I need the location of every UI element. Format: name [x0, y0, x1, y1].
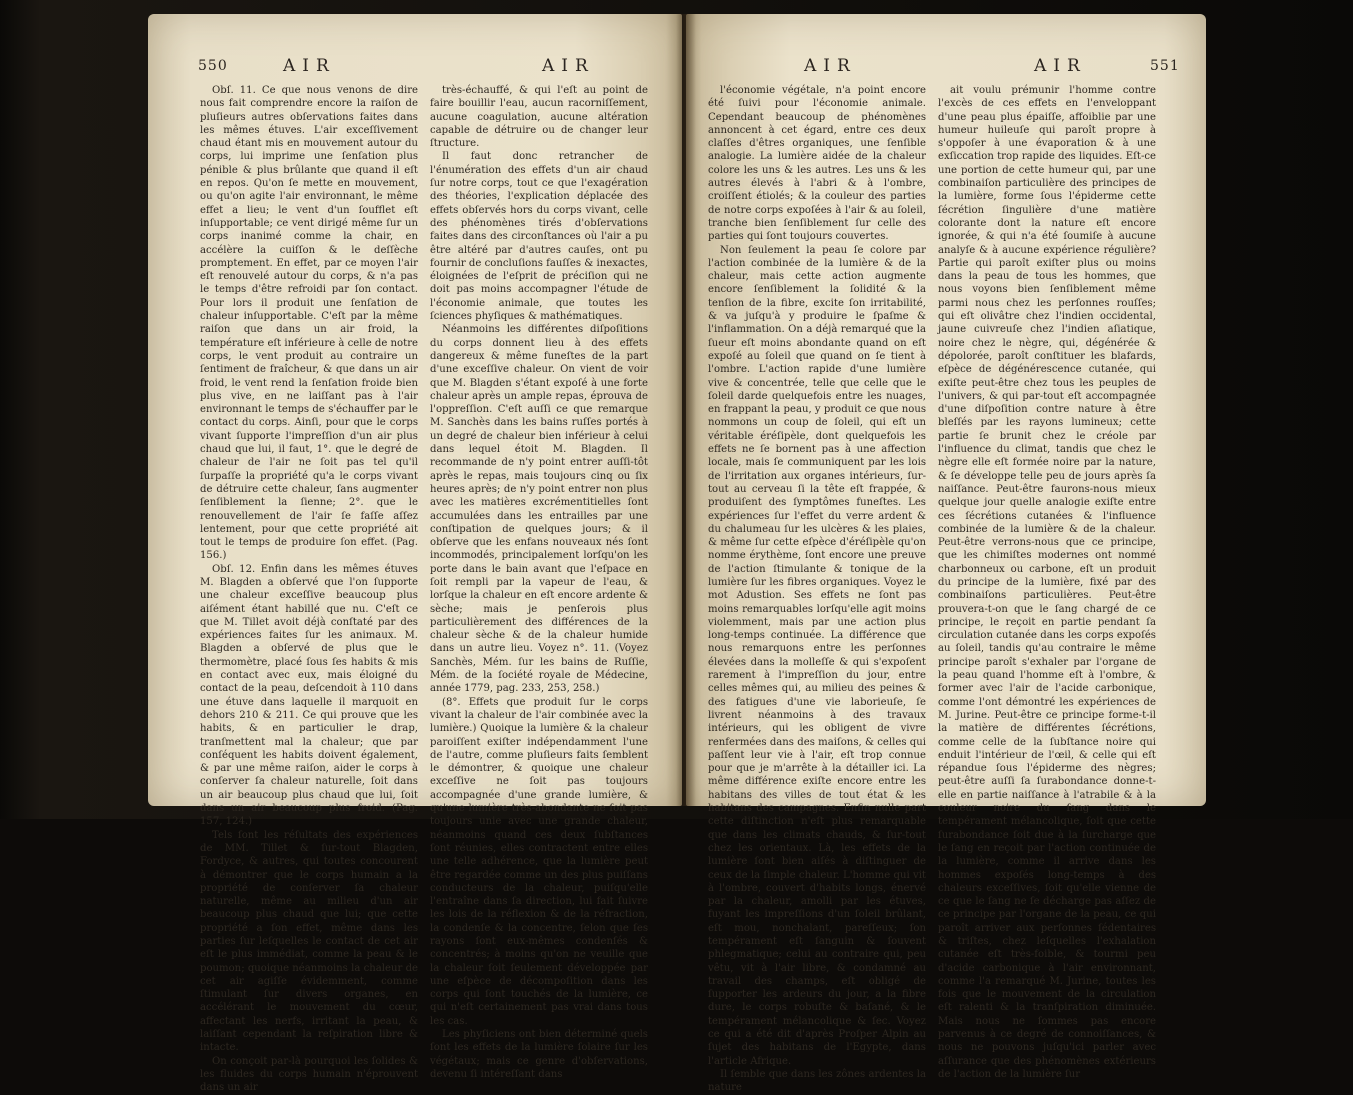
right-running-head	[686, 58, 1206, 80]
left-column-1	[200, 84, 418, 1094]
left-running-head	[148, 58, 682, 80]
paragraph: Obſ. 12. Enfin dans les mêmes étuves M. Blagden a obſervé que l'on ſupporte une chaleur exceſſive beaucoup plus aiſément étant habillé que nu. C'eſt ce que M. Tillet avoit déjà conſtaté par des expériences faites ſur les animaux. M. Blagden a obſervé de plus que le thermomètre, placé ſous ſes habits & mis en contact avec eux, mais éloigné du contact de la peau, deſcendoit à 110 dans une étuve dans laquelle il marquoit en dehors 210 & 211. Ce qui prouve que les habits, & en particulier le drap, tranſmettent mal la chaleur; que par conſéquent les habits doivent également, & par une même raiſon, aider le corps à conſerver ſa chaleur naturelle, ſoit dans un air beaucoup plus chaud que lui, ſoit dans un air beaucoup plus froid. (Pag. 157, 124.)	[200, 563, 418, 828]
left-page-number: 550	[198, 58, 228, 74]
right-head-word-1: AIR	[804, 56, 857, 76]
right-page-number: 551	[1150, 58, 1180, 74]
paragraph: Il ſemble que dans les zônes ardentes la nature	[708, 1068, 926, 1094]
paragraph: l'économie végétale, n'a point encore été ſuivi pour l'économie animale. Cependant beaucoup de phénomènes annoncent à cet égard, entre ces deux claſſes d'êtres organiques, une ſenſible analogie. La lumière aidée de la chaleur colore les uns & les autres. Les uns & les autres élevés à l'abri & à l'ombre, croiſſent étiolés; & la couleur des parties de notre corps expoſées à l'air & au ſoleil, tranche bien ſenſiblement ſur celle des parties qui ſont toujours couvertes.	[708, 85, 926, 243]
left-head-word-1: AIR	[283, 56, 336, 76]
paragraph: On conçoit par-là pourquoi les ſolides & les fluides du corps humain n'éprouvent dans un air	[200, 1055, 418, 1094]
paragraph: Non ſeulement la peau ſe colore par l'action combinée de la lumière & de la chaleur, mais cette action augmente encore ſenſiblement la ſolidité & la tenſion de la fibre, excite ſon irritabilité, & va juſqu'à y produire le ſpaſme & l'inflammation. On a déjà remarqué que la ſueur eſt moins abondante quand on eſt expoſé au ſoleil que quand on ſe tient à l'ombre. L'action rapide d'une lumière vive & concentrée, telle que celle que le ſoleil darde quelquefois entre les nuages, en frappant la peau, y produit ce que nous nommons un coup de ſoleil, qui eſt un véritable éréſipèle, dont quelquefois les effets ne ſe bornent pas à une affection locale, mais ſe communiquent par les lois de l'irritation aux organes intérieurs, ſur-tout au cerveau ſi la tête eſt frappée, & produiſent des ſymptômes funeſtes. Les expériences ſur l'effet du verre ardent & du chalumeau ſur les ulcères & les plaies, & même ſur cette eſpèce d'éréſipèle qu'on nomme érythème, ſont encore une preuve de l'action ſtimulante & tonique de la lumière ſur les fibres organiques. Voyez le mot Adustion. Ses effets ne ſont pas moins remarquables lorſqu'elle agit moins violemment, mais par une action plus long-temps continuée. La différence que nous remarquons entre les perſonnes élevées dans la molleſſe & qui s'expoſent rarement à l'impreſſion du jour, entre celles mêmes qui, au milieu des peines & des fatigues d'une vie laborieuſe, ſe livrent néanmoins à des travaux intérieurs, qui les obligent de vivre renfermées dans des maiſons, & celles qui paſſent leur vie à l'air, eſt trop connue pour que je m'arrête à la détailler ici. La même différence exiſte encore entre les habitans des villes de tout état & les habitans des campagnes. Enfin nulle part cette diſtinction n'eſt plus remarquable que dans les climats chauds, & ſur-tout chez les orientaux. Là, les effets de la lumière ſont bien aiſés à diſtinguer de ceux de la ſimple chaleur. L'homme qui vit à l'ombre, couvert d'habits longs, énervé par la chaleur, amolli par les étuves, fuyant les impreſſions d'un ſoleil brûlant, eſt mou, nonchalant, pareſſeux; ſon tempérament eſt ſanguin & ſouvent phlegmatique; celui au contraire qui, peu vêtu, vit à l'air libre, & condamné au travail des champs, eſt obligé de ſupporter les ardeurs du jour, a la fibre dure, le corps robuſte & baſané, & le tempérament mélancolique & ſec. Voyez ce qui a été dit d'après Proſper Alpin au ſujet des habitans de l'Egypte, dans l'article Afrique.	[708, 244, 926, 1067]
right-column-1	[708, 84, 926, 1094]
right-column-2	[938, 84, 1156, 1080]
left-head-word-2: AIR	[542, 56, 595, 76]
left-column-2	[430, 84, 648, 1080]
left-page	[148, 14, 682, 1094]
right-head-word-2: AIR	[1034, 56, 1087, 76]
paragraph: très-échauffé, & qui l'eſt au point de faire bouillir l'eau, aucun racorniſſement, aucune coagulation, aucune altération capable de détruire ou de changer leur ſtructure.	[430, 85, 648, 150]
right-page	[686, 14, 1206, 1094]
paragraph: Il faut donc retrancher de l'énumération des effets d'un air chaud ſur notre corps, tout ce que l'exagération des théories, l'explication déplacée des effets obſervés hors du corps vivant, celle des phénomènes tirés d'obſervations faites dans des circonſtances où l'air a pu être altéré par d'autres cauſes, ont pu fournir de concluſions fauſſes & inexactes, éloignées de l'eſprit de préciſion qui ne doit pas moins accompagner l'étude de l'économie animale, que toutes les ſciences phyſiques & mathématiques.	[430, 151, 648, 323]
paragraph: (8°. Effets que produit ſur le corps vivant la chaleur de l'air combinée avec la lumière.) Quoique la lumière & la chaleur paroiſſent exiſter indépendamment l'une de l'autre, comme pluſieurs faits ſemblent le démontrer, & quoique une chaleur exceſſive ne ſoit pas toujours accompagnée d'une grande lumière, & qu'une lumière très-abondante ne ſoit pas toujours unie avec une grande chaleur, néanmoins quand ces deux ſubſtances ſont réunies, elles contractent entre elles une telle adhérence, que la lumière peut être regardée comme un des plus puiſſans conducteurs de la chaleur, puiſqu'elle l'entraîne dans ſa direction, lui fait ſuivre les lois de la réflexion & de la réfraction, la condenſe & la concentre, ſelon que ſes rayons ſont eux-mêmes condenſés & concentrés; à moins qu'on ne veuille que la chaleur ſoit ſeulement développée par une eſpèce de décompoſition dans les corps qui ſont touchés de la lumière, ce qui n'eſt certainement pas vrai dans tous les cas.	[430, 696, 648, 1027]
paragraph: Tels ſont les réſultats des expériences de MM. Tillet & ſur-tout Blagden, Fordyce, & autres, qui toutes concourent à démontrer que le corps humain a la propriété de conſerver ſa chaleur naturelle, même au milieu d'un air beaucoup plus chaud que lui; que cette propriété a ſon effet, même dans les parties ſur leſquelles le contact de cet air eſt le plus immédiat, comme la peau & le poumon; quoique néanmoins la chaleur de cet air agiſſe évidemment, comme ſtimulant ſur divers organes, en accélérant le mouvement du cœur, affectant les nerfs, irritant la peau, & laiſſant cependant la reſpiration libre & intacte.	[200, 829, 418, 1054]
paragraph: ait voulu prémunir l'homme contre l'excès de ces effets en l'enveloppant d'une peau plus épaiſſe, affoiblie par une humeur huileuſe qui paroît propre à s'oppoſer à une évaporation & à une exſiccation trop rapide des liquides. Eſt-ce une portion de cette humeur qui, par une combinaiſon particulière des principes de la lumière, forme ſous l'épiderme cette ſécrétion ſingulière d'une matière colorante dont la nature eſt encore ignorée, & qui n'a été ſoumiſe à aucune analyſe & à aucune expérience régulière? Partie qui paroît exiſter plus ou moins dans la peau de tous les hommes, que nous voyons bien ſenſiblement même parmi nous chez les perſonnes rouſſes; qui eſt olivâtre chez l'indien occidental, jaune cuivreuſe chez l'indien aſiatique, noire chez le nègre, qui, dégénérée & dépolorée, paroît conſtituer les blafards, eſpèce de dégénérescence cutanée, qui exiſte peut-être chez tous les peuples de l'univers, & qui par-tout eſt accompagnée d'une diſpoſition contre nature à être bleſſés par les rayons lumineux; cette partie ſe brunit chez le créole par l'influence du climat, tandis que chez le nègre elle eſt formée noire par la nature, & ſe développe telle peu de jours après ſa naiſſance. Peut-être faurons-nous mieux quelque jour quelle analogie exiſte entre ces ſécrétions cutanées & l'influence combinée de la lumière & de la chaleur. Peut-être verrons-nous que ce principe, que les chimiſtes modernes ont nommé charbonneux ou carbone, eſt un produit du principe de la lumière, fixé par des combinaiſons particulières. Peut-être prouvera-t-on que le ſang chargé de ce principe, le reçoit en partie pendant ſa circulation cutanée dans les corps expoſés au ſoleil, tandis qu'au contraire le même principe paroît s'exhaler par l'organe de la peau quand l'homme eſt à l'ombre, & former avec l'air de l'acide carbonique, comme l'ont démontré les expériences de M. Jurine. Peut-être ce principe forme-t-il la matière de différentes ſécrétions, comme celle de la ſubſtance noire qui enduit l'intérieur de l'œil, & celle qui eſt répandue ſous l'épiderme des nègres; peut-être auſſi ſa ſurabondance donne-t-elle en partie naiſſance à l'atrabile & à la couleur noire du ſang dans le tempérament mélancolique, ſoit que cette ſurabondance ſoit due à la ſurcharge que le ſang en reçoit par l'action continuée de la lumière, comme il arrive dans les hommes expoſés long-temps à des chaleurs exceſſives, ſoit qu'elle vienne de ce que le ſang ne ſe décharge pas aſſez de ce principe par l'organe de la peau, ce qui paroît arriver aux perſonnes ſédentaires & triſtes, chez leſquelles l'exhalation cutanée eſt très-foible, & tourmi peu d'acide carbonique à l'air environnant, comme l'a remarqué M. Jurine, toutes les fois que le mouvement de la circulation eſt ralenti & la tranſpiration diminuée. Mais nous ne ſommes pas encore parvenus à ce degré de connoiſſances, & nous ne pouvons juſqu'ici parler avec aſſurance que des phénomènes extérieurs de l'action de la lumière ſur	[938, 85, 1156, 1080]
paragraph: Obſ. 11. Ce que nous venons de dire nous fait comprendre encore la raiſon de pluſieurs autres obſervations faites dans les mêmes étuves. L'air exceſſivement chaud étant mis en mouvement autour du corps, lui imprime une ſenſation plus pénible & plus brûlante que quand il eſt en repos. Qu'on ſe mette en mouvement, ou qu'on agite l'air environnant, le même effet a lieu; le vent d'un ſoufflet eſt inſupportable; ce vent dirigé même ſur un corps inanimé comme la chair, en accélère la cuiſſon & le deſſèche promptement. En effet, par ce moyen l'air eſt renouvelé autour du corps, & n'a pas le temps d'être refroidi par ſon contact. Pour lors il produit une ſenſation de chaleur inſupportable. C'eſt par la même raiſon que dans un air froid, la température eſt inférieure à celle de notre corps, le vent produit au contraire un ſentiment de fraîcheur, & que dans un air froid, le vent rend la ſenſation froide bien plus vive, en ne laiſſant pas à l'air environnant le temps de s'échauffer par le contact du corps. Ainſi, pour que le corps vivant ſupporte l'impreſſion d'un air plus chaud que lui, il faut, 1°. que le degré de chaleur de l'air ne ſoit pas tel qu'il ſurpaſſe la propriété qu'a le corps vivant de détruire cette chaleur, ſans augmenter ſenſiblement la ſienne; 2°. que le renouvellement de l'air ſe faſſe aſſez lentement, pour que cette propriété ait tout le temps de produire ſon effet. (Pag. 156.)	[200, 85, 418, 562]
paragraph: Les phyſiciens ont bien déterminé quels ſont les effets de la lumière ſolaire ſur les végétaux; mais ce genre d'obſervations, devenu ſi intéreſſant dans	[430, 1029, 648, 1080]
paragraph: Néanmoins les différentes diſpoſitions du corps donnent lieu à des effets dangereux & même funeſtes de la part d'une exceſſive chaleur. On vient de voir que M. Blagden s'étant expoſé à une forte chaleur après un ample repas, éprouva de l'oppreſſion. C'eſt auſſi ce que remarque M. Sanchès dans les bains ruſſes portés à un degré de chaleur bien inférieur à celui dans lequel étoit M. Blagden. Il recommande de n'y point entrer auſſi-tôt après le repas, mais toujours cinq ou ſix heures après; de n'y point entrer non plus avec les matières excrémentitielles ſont accumulées dans les entrailles par une conſtipation de quelques jours; & il obſerve que les enfans nouveaux nés ſont incommodés, principalement lorſqu'on les porte dans le bain avant que l'eſpace en ſoit rempli par la vapeur de l'eau, & lorſque la chaleur en eſt encore ardente & sèche; mais je penſerois plus particulièrement des différences de la chaleur sèche & de la chaleur humide dans un autre lieu. Voyez n°. 11. (Voyez Sanchès, Mém. ſur les bains de Ruſſie, Mém. de la ſociété royale de Médecine, année 1779, pag. 233, 253, 258.)	[430, 324, 648, 695]
book-gutter	[676, 14, 696, 806]
